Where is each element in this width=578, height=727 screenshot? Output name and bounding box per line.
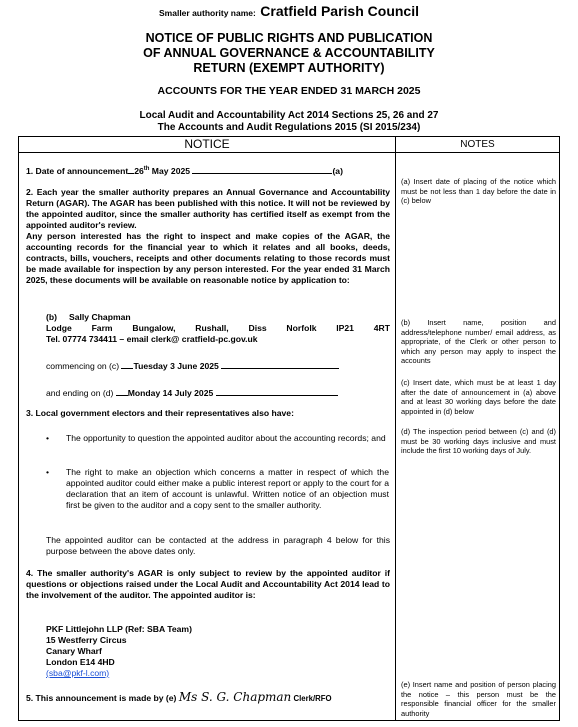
note-b: (b) Insert name, position and address/telephone number/ email address, as appropriate, of the Clerk or other person to which any person may apply to inspect the accounts (401, 318, 556, 365)
title-line-3: RETURN (EXEMPT AUTHORITY) (193, 61, 385, 75)
notice-column-header: NOTICE (184, 137, 230, 151)
notice-table (18, 136, 560, 721)
bullet-2-glyph: • (46, 467, 50, 477)
act-line-1: Local Audit and Accountability Act 2014 Sections 25, 26 and 27 (139, 110, 439, 121)
item5-announcement-by: 5. This announcement is made by (e) Ms S. G. Chapman Clerk/RFO (26, 690, 332, 704)
act-line-2: The Accounts and Audit Regulations 2015 (SI 2015/234) (157, 122, 421, 133)
bullet-1-glyph: • (46, 433, 50, 443)
title-line-2: OF ANNUAL GOVERNANCE & ACCOUNTABILITY (143, 46, 435, 60)
column-divider (395, 137, 396, 720)
notes-column-header: NOTES (460, 139, 495, 150)
note-e: (e) Insert name and position of person placing the notice – this person must be the responsible financial officer for the smaller authority (401, 680, 556, 718)
authority-name-label: Smaller authority name: (159, 8, 256, 18)
item1-announcement-date: 1. Date of announcement 26th May 2025 (a) (26, 166, 343, 176)
bullet-2-text: The right to make an objection which concerns a matter in respect of which the appointed auditor could either make a public interest report or apply to the court for a declaration that an item of account is unlawful. Written notice of an objection must first be given to the auditor and a copy sent to the smaller authority. (66, 467, 389, 510)
contact-name: Sally Chapman (69, 312, 131, 322)
header-divider (19, 152, 559, 153)
auditor-line-2: 15 Westferry Circus (46, 635, 127, 645)
auditor-email-link[interactable]: (sba@pkf-l.com) (46, 668, 110, 678)
note-c: (c) Insert date, which must be at least 1 day after the date of announcement in (a) above and at least 30 working days before the date appointed in (d) below (401, 378, 556, 416)
contact-label: (b) (46, 312, 57, 322)
item4-paragraph: 4. The smaller authority's AGAR is only subject to review by the appointed auditor if questions or objections raised under the Local Audit and Accountability Act 2014 lead to the involvement of the auditor. The appointed auditor is: (26, 568, 390, 600)
auditor-line-4: London E14 4HD (46, 657, 115, 667)
note-d: (d) The inspection period between (c) and (d) must be 30 working days inclusive and must include the first 10 working days of July. (401, 427, 556, 455)
auditor-line-3: Canary Wharf (46, 646, 102, 656)
note-a: (a) Insert date of placing of the notice which must be not less than 1 day before the date in (c) below (401, 177, 556, 205)
item3-heading: 3. Local government electors and their representatives also have: (26, 408, 294, 418)
item2-paragraph-1: 2. Each year the smaller authority prepares an Annual Governance and Accountability Return (AGAR). The AGAR has been published with this notice. It will not be reviewed by the appointed auditor, since the smaller authority has certified itself as exempt from the appointed auditor's review. (26, 187, 390, 230)
title-line-1: NOTICE OF PUBLIC RIGHTS AND PUBLICATION (145, 31, 433, 45)
authority-name-line (0, 3, 578, 21)
item3-footer: The appointed auditor can be contacted at the address in paragraph 4 below for this purpose between the above dates only. (46, 535, 390, 556)
authority-name: Cratfield Parish Council (260, 3, 419, 19)
contact-address: Lodge Farm Bungalow, Rushall, Diss Norfolk IP21 4RT (46, 323, 390, 333)
contact-tel-email: Tel. 07774 734411 – email clerk@ cratfield-pc.gov.uk (46, 334, 258, 344)
auditor-line-1: PKF Littlejohn LLP (Ref: SBA Team) (46, 624, 192, 634)
commencing-date-line: commencing on (c) Tuesday 3 June 2025 (46, 359, 339, 372)
year-line: ACCOUNTS FOR THE YEAR ENDED 31 MARCH 2025 (157, 85, 421, 97)
ending-date-line: and ending on (d) Monday 14 July 2025 (46, 386, 338, 399)
bullet-1-text: The opportunity to question the appointed auditor about the accounting records; and (66, 433, 386, 443)
item2-paragraph-2: Any person interested has the right to inspect and make copies of the AGAR, the accounting records for the financial year to which it relates and all books, deeds, contracts, bills, vouchers, receipts and other documents relating to those records must be made available for inspection by any person interested. For the year ended 31 March 2025, these documents will be available on reasonable notice by application to: (26, 231, 390, 285)
clerk-signature: Ms S. G. Chapman (178, 690, 292, 704)
